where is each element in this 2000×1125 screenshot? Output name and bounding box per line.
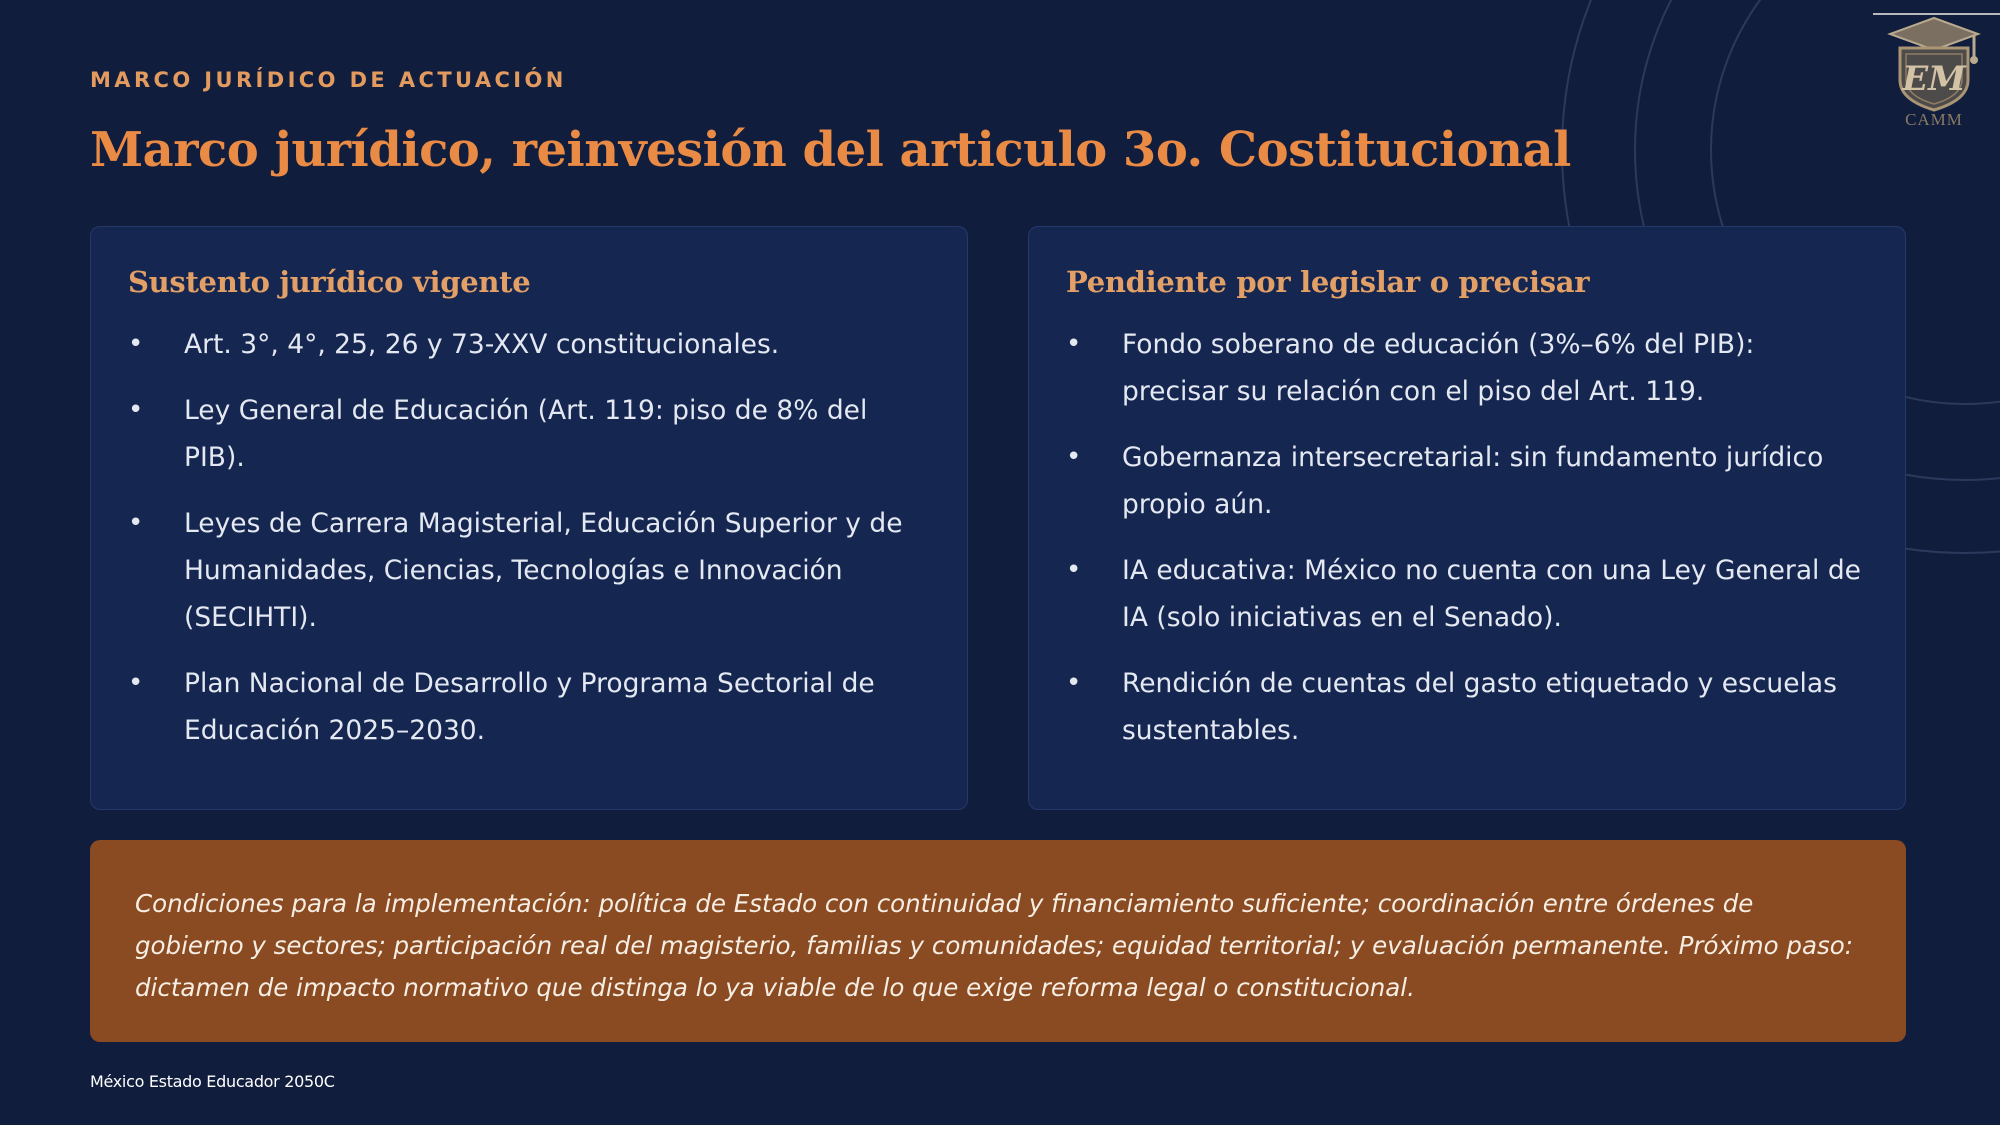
- section-eyebrow: MARCO JURÍDICO DE ACTUACIÓN: [90, 68, 567, 92]
- bullet-list: [128, 321, 931, 754]
- camm-logo: [1882, 14, 1986, 134]
- slide-title: Marco jurídico, reinvesión del articulo 3o. Costitucional: [90, 122, 1571, 178]
- implementation-conditions-callout: Condiciones para la implementación: política de Estado con continuidad y financiamiento suficiente; coordinación entre órdenes de gobierno y sectores; participación real del magisterio, familias y comunidades; equidad territorial; y evaluación permanente. Próximo paso: dictamen de impacto normativo que distinga lo ya viable de lo que exige reforma legal o constitucional.: [90, 840, 1906, 1042]
- footer-text: México Estado Educador 2050C: [90, 1072, 335, 1091]
- pending-legislation-card: [1028, 226, 1906, 810]
- bullet-item: • Gobernanza intersecretarial: sin fundamento jurídico propio aún.: [1066, 434, 1869, 528]
- card-title: Pendiente por legislar o precisar: [1066, 265, 1590, 299]
- bullet-item: • Art. 3°, 4°, 25, 26 y 73-XXV constitucionales.: [128, 321, 931, 368]
- bullet-list: [1066, 321, 1869, 754]
- current-legal-basis-card: [90, 226, 968, 810]
- svg-text:EM: EM: [1902, 59, 1966, 99]
- bullet-item: • Fondo soberano de educación (3%–6% del PIB): precisar su relación con el piso del Art. 119.: [1066, 321, 1869, 415]
- bullet-item: • IA educativa: México no cuenta con una Ley General de IA (solo iniciativas en el Senado).: [1066, 547, 1869, 641]
- bullet-item: • Rendición de cuentas del gasto etiquetado y escuelas sustentables.: [1066, 660, 1869, 754]
- logo-caption: CAMM: [1905, 110, 1963, 129]
- card-title: Sustento jurídico vigente: [128, 265, 531, 299]
- bullet-item: • Leyes de Carrera Magisterial, Educación Superior y de Humanidades, Ciencias, Tecnologías e Innovación (SECIHTI).: [128, 500, 931, 641]
- bullet-item: • Ley General de Educación (Art. 119: piso de 8% del PIB).: [128, 387, 931, 481]
- bullet-item: • Plan Nacional de Desarrollo y Programa Sectorial de Educación 2025–2030.: [128, 660, 931, 754]
